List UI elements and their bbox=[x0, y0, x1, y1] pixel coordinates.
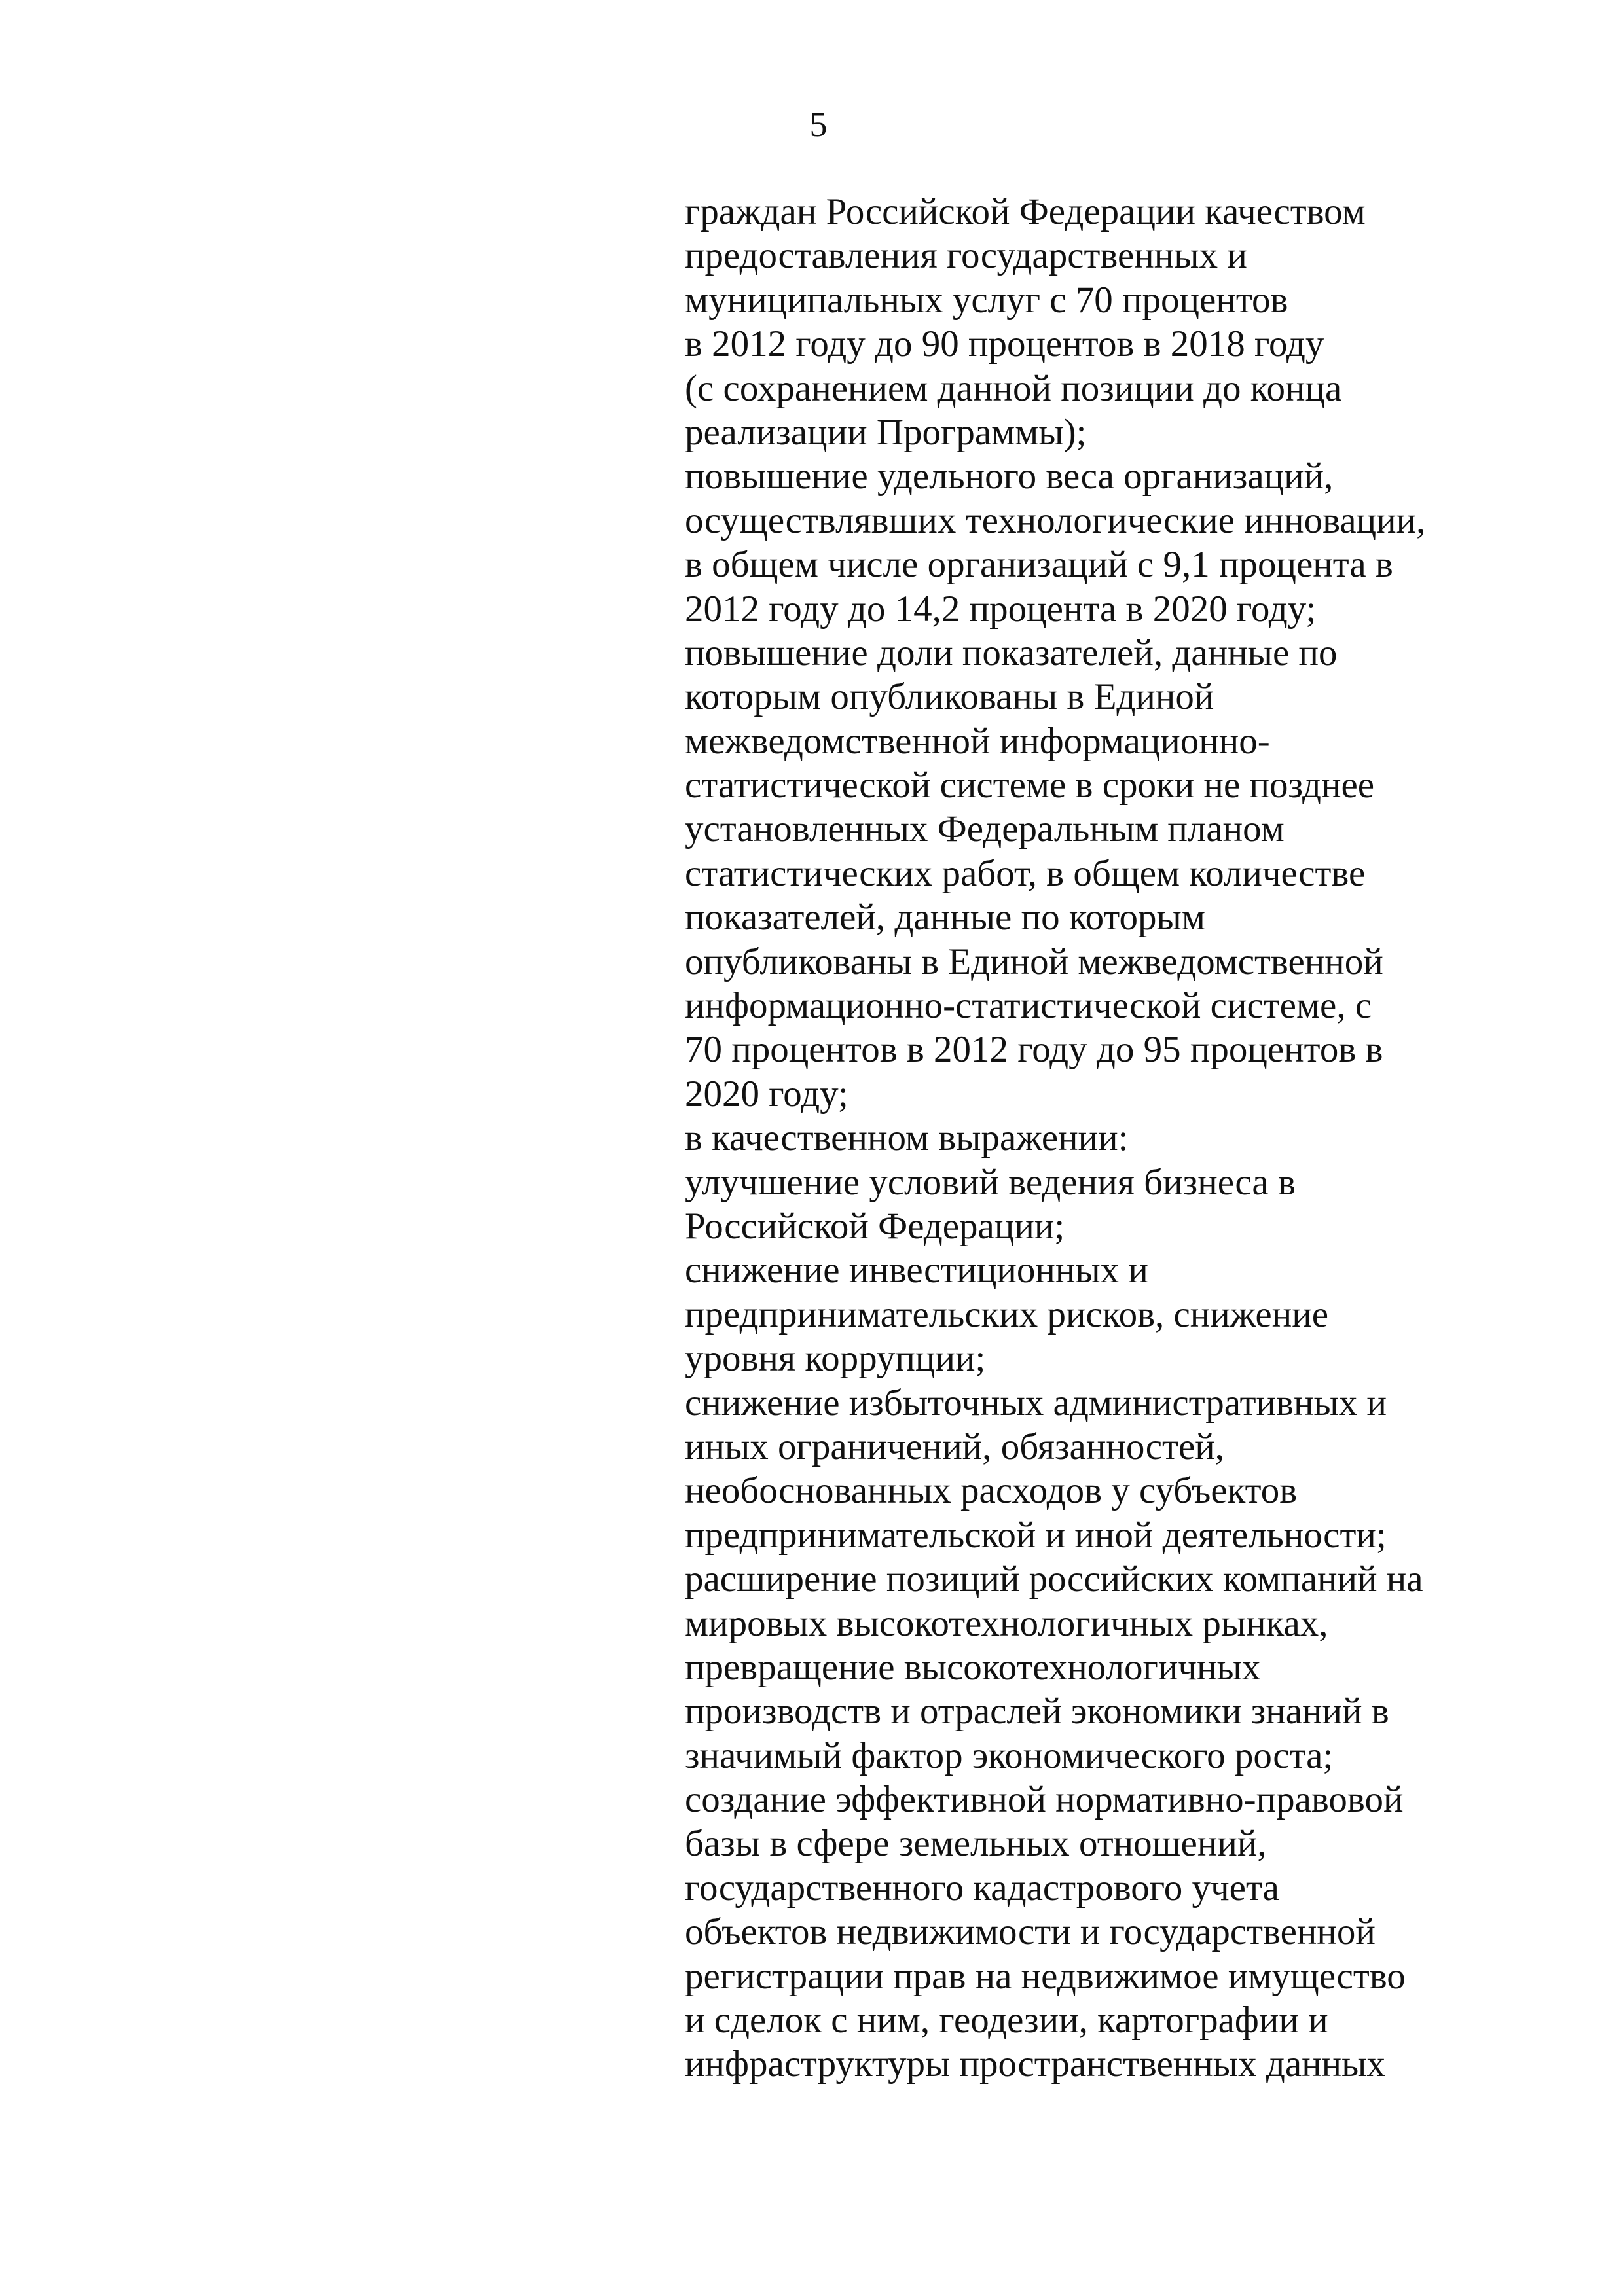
text-line: показателей, данные по которым bbox=[685, 897, 1205, 939]
text-line: 70 процентов в 2012 году до 95 процентов в bbox=[685, 1029, 1383, 1071]
text-line: необоснованных расходов у субъектов bbox=[685, 1470, 1298, 1512]
text-line: реализации Программы); bbox=[685, 411, 1087, 453]
text-line: регистрации прав на недвижимое имущество bbox=[685, 1955, 1406, 1997]
text-line: мировых высокотехнологичных рынках, bbox=[685, 1602, 1328, 1644]
text-line: инфраструктуры пространственных данных bbox=[685, 2043, 1385, 2085]
text-line: информационно-статистической системе, с bbox=[685, 985, 1372, 1027]
text-line: муниципальных услуг с 70 процентов bbox=[685, 279, 1288, 321]
text-line: статистических работ, в общем количестве bbox=[685, 852, 1366, 894]
text-line: Российской Федерации; bbox=[685, 1205, 1065, 1247]
text-line: снижение избыточных административных и bbox=[685, 1382, 1387, 1424]
text-line: 2020 году; bbox=[685, 1073, 848, 1115]
text-line: улучшение условий ведения бизнеса в bbox=[685, 1161, 1296, 1203]
text-line: межведомственной информационно- bbox=[685, 720, 1270, 762]
text-line: предпринимательских рисков, снижение bbox=[685, 1293, 1329, 1335]
text-line: предпринимательской и иной деятельности; bbox=[685, 1514, 1387, 1556]
text-line: государственного кадастрового учета bbox=[685, 1867, 1279, 1909]
page-number: 5 bbox=[809, 105, 828, 144]
text-line: иных ограничений, обязанностей, bbox=[685, 1426, 1225, 1467]
body-text bbox=[685, 190, 1497, 2087]
text-line: расширение позиций российских компаний на bbox=[685, 1558, 1423, 1600]
text-line: граждан Российской Федерации качеством bbox=[685, 191, 1366, 232]
text-line: в 2012 году до 90 процентов в 2018 году bbox=[685, 323, 1324, 365]
text-line: и сделок с ним, геодезии, картографии и bbox=[685, 2000, 1328, 2041]
text-line: уровня коррупции; bbox=[685, 1338, 986, 1380]
text-line: создание эффективной нормативно-правовой bbox=[685, 1779, 1404, 1821]
text-line: статистической системе в сроки не позднее bbox=[685, 764, 1375, 806]
text-line: осуществлявших технологические инновации, bbox=[685, 499, 1426, 541]
text-line: объектов недвижимости и государственной bbox=[685, 1911, 1376, 1953]
text-line: производств и отраслей экономики знаний в bbox=[685, 1691, 1389, 1732]
text-line: значимый фактор экономического роста; bbox=[685, 1734, 1334, 1776]
text-line: предоставления государственных и bbox=[685, 235, 1247, 277]
text-line: повышение доли показателей, данные по bbox=[685, 632, 1338, 673]
text-line: (с сохранением данной позиции до конца bbox=[685, 367, 1342, 409]
text-line: в качественном выражении: bbox=[685, 1117, 1129, 1159]
text-line: установленных Федеральным планом bbox=[685, 808, 1285, 850]
text-line: повышение удельного веса организаций, bbox=[685, 456, 1334, 497]
text-line: 2012 году до 14,2 процента в 2020 году; bbox=[685, 588, 1317, 630]
text-line: базы в сфере земельных отношений, bbox=[685, 1823, 1267, 1865]
text-line: в общем числе организаций с 9,1 процента в bbox=[685, 544, 1393, 586]
text-line: которым опубликованы в Единой bbox=[685, 676, 1214, 718]
text-line: снижение инвестиционных и bbox=[685, 1249, 1148, 1291]
text-line: опубликованы в Единой межведомственной bbox=[685, 941, 1383, 982]
text-line: превращение высокотехнологичных bbox=[685, 1646, 1261, 1688]
